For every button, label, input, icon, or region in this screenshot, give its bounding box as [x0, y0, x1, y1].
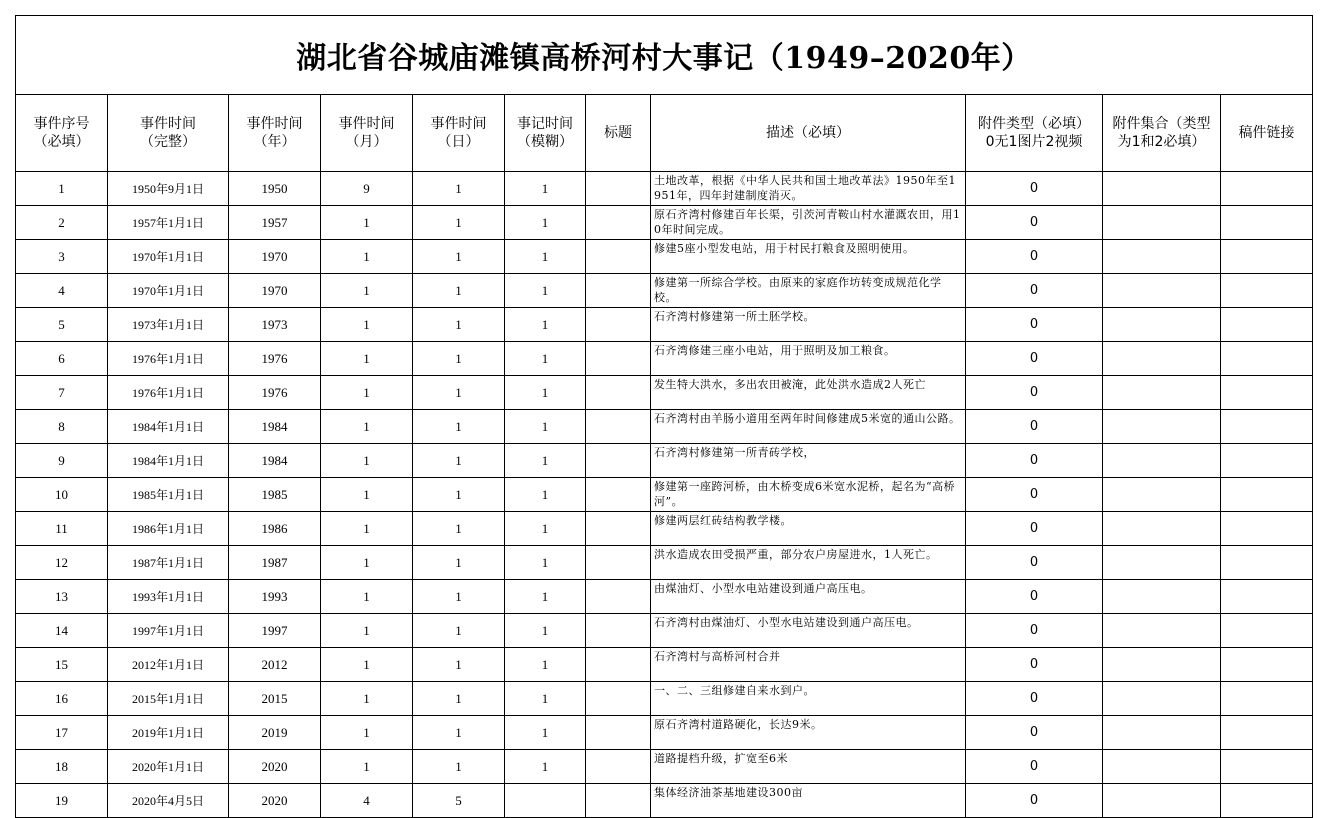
cell-attachment-type[interactable]: 0: [966, 614, 1103, 648]
cell-description[interactable]: 石齐湾修建三座小电站，用于照明及加工粮食。: [651, 342, 966, 376]
cell-month[interactable]: 1: [321, 546, 413, 580]
cell-year[interactable]: 1970: [229, 274, 321, 308]
cell-link[interactable]: [1221, 750, 1313, 784]
cell-attachment-set[interactable]: [1103, 240, 1221, 274]
cell-event-no[interactable]: 12: [16, 546, 108, 580]
cell-day[interactable]: 1: [413, 682, 505, 716]
table-row: [16, 750, 1313, 784]
table-row: [16, 716, 1313, 750]
table-row: [16, 206, 1313, 240]
cell-attachment-set[interactable]: [1103, 682, 1221, 716]
cell-date-full[interactable]: 1986年1月1日: [108, 512, 229, 546]
cell-attachment-set[interactable]: [1103, 172, 1221, 206]
cell-fuzzy[interactable]: 1: [505, 512, 586, 546]
cell-day[interactable]: 1: [413, 512, 505, 546]
cell-fuzzy[interactable]: 1: [505, 376, 586, 410]
cell-year[interactable]: 1984: [229, 410, 321, 444]
cell-day[interactable]: 1: [413, 308, 505, 342]
cell-day[interactable]: 1: [413, 716, 505, 750]
cell-attachment-type[interactable]: 0: [966, 750, 1103, 784]
cell-event-no[interactable]: 5: [16, 308, 108, 342]
cell-fuzzy[interactable]: 1: [505, 172, 586, 206]
cell-description[interactable]: 原石齐湾村修建百年长渠，引茨河青鞍山村水灌溉农田，用10年时间完成。: [651, 206, 966, 240]
cell-date-full[interactable]: 1973年1月1日: [108, 308, 229, 342]
cell-event-no[interactable]: 18: [16, 750, 108, 784]
cell-attachment-type[interactable]: 0: [966, 172, 1103, 206]
cell-fuzzy[interactable]: 1: [505, 648, 586, 682]
cell-month[interactable]: 1: [321, 240, 413, 274]
cell-date-full[interactable]: 2020年1月1日: [108, 750, 229, 784]
cell-date-full[interactable]: 2020年4月5日: [108, 784, 229, 818]
cell-attachment-set[interactable]: [1103, 308, 1221, 342]
table-row: [16, 512, 1313, 546]
cell-description[interactable]: 集体经济油茶基地建设300亩: [651, 784, 966, 818]
cell-event-no[interactable]: 17: [16, 716, 108, 750]
table-row: [16, 682, 1313, 716]
header-fuzzy: 事记时间 （模糊）: [505, 95, 586, 172]
cell-title[interactable]: [586, 274, 651, 308]
cell-event-no[interactable]: 1: [16, 172, 108, 206]
cell-attachment-type[interactable]: 0: [966, 376, 1103, 410]
cell-fuzzy[interactable]: 1: [505, 614, 586, 648]
cell-year[interactable]: 1976: [229, 376, 321, 410]
cell-month[interactable]: 1: [321, 206, 413, 240]
cell-year[interactable]: 2015: [229, 682, 321, 716]
cell-month[interactable]: 1: [321, 478, 413, 512]
cell-date-full[interactable]: 1984年1月1日: [108, 410, 229, 444]
cell-year[interactable]: 1987: [229, 546, 321, 580]
cell-day[interactable]: 1: [413, 274, 505, 308]
cell-month[interactable]: 1: [321, 750, 413, 784]
cell-description[interactable]: 修建第一所综合学校。由原来的家庭作坊转变成规范化学校。: [651, 274, 966, 308]
cell-title[interactable]: [586, 716, 651, 750]
cell-attachment-set[interactable]: [1103, 410, 1221, 444]
cell-link[interactable]: [1221, 274, 1313, 308]
header-year: 事件时间 （年）: [229, 95, 321, 172]
cell-date-full[interactable]: 1987年1月1日: [108, 546, 229, 580]
cell-attachment-type[interactable]: 0: [966, 716, 1103, 750]
cell-description[interactable]: 石齐湾村与高桥河村合并: [651, 648, 966, 682]
cell-title[interactable]: [586, 784, 651, 818]
cell-description[interactable]: 洪水造成农田受损严重，部分农户房屋进水，1人死亡。: [651, 546, 966, 580]
cell-attachment-type[interactable]: 0: [966, 206, 1103, 240]
cell-link[interactable]: [1221, 410, 1313, 444]
cell-year[interactable]: 1950: [229, 172, 321, 206]
cell-date-full[interactable]: 1984年1月1日: [108, 444, 229, 478]
cell-event-no[interactable]: 19: [16, 784, 108, 818]
cell-fuzzy[interactable]: 1: [505, 308, 586, 342]
cell-day[interactable]: 1: [413, 376, 505, 410]
cell-attachment-type[interactable]: 0: [966, 580, 1103, 614]
cell-month[interactable]: 9: [321, 172, 413, 206]
cell-month[interactable]: 1: [321, 376, 413, 410]
table-row: [16, 240, 1313, 274]
cell-attachment-set[interactable]: [1103, 546, 1221, 580]
cell-date-full[interactable]: 1970年1月1日: [108, 274, 229, 308]
cell-attachment-type[interactable]: 0: [966, 410, 1103, 444]
cell-title[interactable]: [586, 376, 651, 410]
table-body: [16, 172, 1313, 818]
cell-fuzzy[interactable]: 1: [505, 546, 586, 580]
cell-link[interactable]: [1221, 308, 1313, 342]
cell-event-no[interactable]: 9: [16, 444, 108, 478]
cell-day[interactable]: 1: [413, 546, 505, 580]
cell-attachment-type[interactable]: 0: [966, 240, 1103, 274]
header-month: 事件时间 （月）: [321, 95, 413, 172]
cell-attachment-type[interactable]: 0: [966, 546, 1103, 580]
cell-description[interactable]: 一、二、三组修建自来水到户。: [651, 682, 966, 716]
cell-attachment-type[interactable]: 0: [966, 308, 1103, 342]
table-row: [16, 274, 1313, 308]
cell-month[interactable]: 1: [321, 614, 413, 648]
cell-link[interactable]: [1221, 172, 1313, 206]
cell-year[interactable]: 2019: [229, 716, 321, 750]
cell-link[interactable]: [1221, 784, 1313, 818]
cell-attachment-set[interactable]: [1103, 342, 1221, 376]
cell-event-no[interactable]: 11: [16, 512, 108, 546]
cell-event-no[interactable]: 13: [16, 580, 108, 614]
cell-title[interactable]: [586, 240, 651, 274]
cell-attachment-set[interactable]: [1103, 614, 1221, 648]
table-row: [16, 308, 1313, 342]
cell-fuzzy[interactable]: 1: [505, 750, 586, 784]
cell-title[interactable]: [586, 444, 651, 478]
header-title: 标题: [586, 95, 651, 172]
header-row: [16, 95, 1313, 172]
cell-title[interactable]: [586, 342, 651, 376]
cell-link[interactable]: [1221, 240, 1313, 274]
cell-month[interactable]: 1: [321, 274, 413, 308]
cell-attachment-set[interactable]: [1103, 444, 1221, 478]
cell-description[interactable]: 石齐湾村由羊肠小道用至两年时间修建成5米宽的通山公路。: [651, 410, 966, 444]
cell-description[interactable]: 修建第一座跨河桥，由木桥变成6米宽水泥桥，起名为“高桥河”。: [651, 478, 966, 512]
cell-day[interactable]: 1: [413, 580, 505, 614]
cell-fuzzy[interactable]: 1: [505, 240, 586, 274]
cell-day[interactable]: 1: [413, 614, 505, 648]
cell-fuzzy[interactable]: 1: [505, 410, 586, 444]
cell-date-full[interactable]: 1985年1月1日: [108, 478, 229, 512]
cell-attachment-set[interactable]: [1103, 580, 1221, 614]
cell-attachment-type[interactable]: 0: [966, 444, 1103, 478]
cell-day[interactable]: 1: [413, 750, 505, 784]
cell-description[interactable]: 石齐湾村修建第一所青砖学校，: [651, 444, 966, 478]
cell-fuzzy[interactable]: 1: [505, 682, 586, 716]
cell-year[interactable]: 2012: [229, 648, 321, 682]
cell-year[interactable]: 2020: [229, 784, 321, 818]
cell-date-full[interactable]: 1997年1月1日: [108, 614, 229, 648]
cell-fuzzy[interactable]: 1: [505, 478, 586, 512]
spreadsheet: [15, 15, 1313, 818]
cell-attachment-set[interactable]: [1103, 750, 1221, 784]
cell-link[interactable]: [1221, 682, 1313, 716]
cell-title[interactable]: [586, 478, 651, 512]
cell-year[interactable]: 1973: [229, 308, 321, 342]
cell-attachment-set[interactable]: [1103, 784, 1221, 818]
cell-link[interactable]: [1221, 206, 1313, 240]
cell-description[interactable]: 原石齐湾村道路硬化，长达9米。: [651, 716, 966, 750]
cell-month[interactable]: 1: [321, 512, 413, 546]
cell-title[interactable]: [586, 614, 651, 648]
cell-description[interactable]: 修建两层红砖结构教学楼。: [651, 512, 966, 546]
page-title: 湖北省谷城庙滩镇高桥河村大事记（1949–2020年）: [16, 16, 1313, 95]
cell-event-no[interactable]: 4: [16, 274, 108, 308]
header-date-full: 事件时间 （完整）: [108, 95, 229, 172]
cell-year[interactable]: 1986: [229, 512, 321, 546]
cell-link[interactable]: [1221, 614, 1313, 648]
cell-date-full[interactable]: 2015年1月1日: [108, 682, 229, 716]
cell-attachment-type[interactable]: 0: [966, 342, 1103, 376]
cell-date-full[interactable]: 1976年1月1日: [108, 342, 229, 376]
cell-date-full[interactable]: 2012年1月1日: [108, 648, 229, 682]
cell-year[interactable]: 1957: [229, 206, 321, 240]
cell-date-full[interactable]: 1976年1月1日: [108, 376, 229, 410]
cell-month[interactable]: 1: [321, 342, 413, 376]
cell-month[interactable]: 4: [321, 784, 413, 818]
table-row: [16, 580, 1313, 614]
cell-month[interactable]: 1: [321, 682, 413, 716]
cell-date-full[interactable]: 1957年1月1日: [108, 206, 229, 240]
header-event-no: 事件序号 （必填）: [16, 95, 108, 172]
cell-fuzzy[interactable]: [505, 784, 586, 818]
cell-day[interactable]: 5: [413, 784, 505, 818]
cell-fuzzy[interactable]: 1: [505, 580, 586, 614]
cell-year[interactable]: 1997: [229, 614, 321, 648]
cell-title[interactable]: [586, 648, 651, 682]
table-row: [16, 172, 1313, 206]
cell-event-no[interactable]: 15: [16, 648, 108, 682]
cell-date-full[interactable]: 1950年9月1日: [108, 172, 229, 206]
cell-date-full[interactable]: 2019年1月1日: [108, 716, 229, 750]
cell-fuzzy[interactable]: 1: [505, 274, 586, 308]
table-row: [16, 410, 1313, 444]
cell-attachment-set[interactable]: [1103, 512, 1221, 546]
table-row: [16, 342, 1313, 376]
cell-month[interactable]: 1: [321, 716, 413, 750]
cell-year[interactable]: 1984: [229, 444, 321, 478]
cell-attachment-type[interactable]: 0: [966, 478, 1103, 512]
cell-title[interactable]: [586, 580, 651, 614]
cell-link[interactable]: [1221, 342, 1313, 376]
cell-event-no[interactable]: 3: [16, 240, 108, 274]
cell-fuzzy[interactable]: 1: [505, 206, 586, 240]
cell-attachment-type[interactable]: 0: [966, 512, 1103, 546]
table-row: [16, 614, 1313, 648]
cell-event-no[interactable]: 10: [16, 478, 108, 512]
cell-date-full[interactable]: 1993年1月1日: [108, 580, 229, 614]
cell-event-no[interactable]: 8: [16, 410, 108, 444]
cell-attachment-set[interactable]: [1103, 478, 1221, 512]
header-description: 描述（必填）: [651, 95, 966, 172]
cell-year[interactable]: 1976: [229, 342, 321, 376]
header-day: 事件时间 （日）: [413, 95, 505, 172]
cell-title[interactable]: [586, 308, 651, 342]
table-row: [16, 546, 1313, 580]
cell-month[interactable]: 1: [321, 648, 413, 682]
cell-attachment-set[interactable]: [1103, 376, 1221, 410]
cell-date-full[interactable]: 1970年1月1日: [108, 240, 229, 274]
header-attachment-set: 附件集合（类型 为1和2必填）: [1103, 95, 1221, 172]
cell-attachment-type[interactable]: 0: [966, 682, 1103, 716]
cell-title[interactable]: [586, 172, 651, 206]
cell-link[interactable]: [1221, 376, 1313, 410]
cell-month[interactable]: 1: [321, 444, 413, 478]
cell-event-no[interactable]: 2: [16, 206, 108, 240]
cell-year[interactable]: 1970: [229, 240, 321, 274]
cell-fuzzy[interactable]: 1: [505, 716, 586, 750]
cell-attachment-set[interactable]: [1103, 274, 1221, 308]
cell-link[interactable]: [1221, 546, 1313, 580]
cell-attachment-type[interactable]: 0: [966, 274, 1103, 308]
cell-description[interactable]: 修建5座小型发电站，用于村民打粮食及照明使用。: [651, 240, 966, 274]
cell-title[interactable]: [586, 410, 651, 444]
cell-title[interactable]: [586, 546, 651, 580]
cell-title[interactable]: [586, 682, 651, 716]
header-attachment-type: 附件类型（必填） 0无1图片2视频: [966, 95, 1103, 172]
cell-fuzzy[interactable]: 1: [505, 444, 586, 478]
cell-description[interactable]: 道路提档升级，扩宽至6米: [651, 750, 966, 784]
table-row: [16, 784, 1313, 818]
cell-attachment-type[interactable]: 0: [966, 784, 1103, 818]
cell-link[interactable]: [1221, 444, 1313, 478]
header-link: 稿件链接: [1221, 95, 1313, 172]
cell-month[interactable]: 1: [321, 308, 413, 342]
cell-event-no[interactable]: 14: [16, 614, 108, 648]
cell-day[interactable]: 1: [413, 172, 505, 206]
cell-year[interactable]: 1985: [229, 478, 321, 512]
cell-link[interactable]: [1221, 478, 1313, 512]
cell-description[interactable]: 土地改革，根据《中华人民共和国土地改革法》1950年至1951年，四年封建制度消灭。: [651, 172, 966, 206]
cell-day[interactable]: 1: [413, 410, 505, 444]
cell-title[interactable]: [586, 512, 651, 546]
cell-day[interactable]: 1: [413, 206, 505, 240]
cell-day[interactable]: 1: [413, 240, 505, 274]
cell-attachment-set[interactable]: [1103, 716, 1221, 750]
cell-description[interactable]: 石齐湾村修建第一所土胚学校。: [651, 308, 966, 342]
cell-fuzzy[interactable]: 1: [505, 342, 586, 376]
cell-link[interactable]: [1221, 716, 1313, 750]
cell-event-no[interactable]: 7: [16, 376, 108, 410]
cell-month[interactable]: 1: [321, 410, 413, 444]
table-row: [16, 478, 1313, 512]
cell-title[interactable]: [586, 206, 651, 240]
cell-title[interactable]: [586, 750, 651, 784]
cell-description[interactable]: 石齐湾村由煤油灯、小型水电站建设到通户高压电。: [651, 614, 966, 648]
cell-day[interactable]: 1: [413, 478, 505, 512]
cell-link[interactable]: [1221, 512, 1313, 546]
cell-year[interactable]: 1993: [229, 580, 321, 614]
cell-attachment-type[interactable]: 0: [966, 648, 1103, 682]
cell-month[interactable]: 1: [321, 580, 413, 614]
table-row: [16, 376, 1313, 410]
cell-event-no[interactable]: 16: [16, 682, 108, 716]
cell-year[interactable]: 2020: [229, 750, 321, 784]
cell-link[interactable]: [1221, 648, 1313, 682]
table-row: [16, 444, 1313, 478]
cell-attachment-set[interactable]: [1103, 206, 1221, 240]
cell-day[interactable]: 1: [413, 444, 505, 478]
cell-link[interactable]: [1221, 580, 1313, 614]
cell-attachment-set[interactable]: [1103, 648, 1221, 682]
cell-event-no[interactable]: 6: [16, 342, 108, 376]
cell-description[interactable]: 发生特大洪水，多出农田被淹，此处洪水造成2人死亡: [651, 376, 966, 410]
cell-day[interactable]: 1: [413, 342, 505, 376]
cell-day[interactable]: 1: [413, 648, 505, 682]
cell-description[interactable]: 由煤油灯、小型水电站建设到通户高压电。: [651, 580, 966, 614]
events-table: [15, 15, 1313, 818]
table-row: [16, 648, 1313, 682]
